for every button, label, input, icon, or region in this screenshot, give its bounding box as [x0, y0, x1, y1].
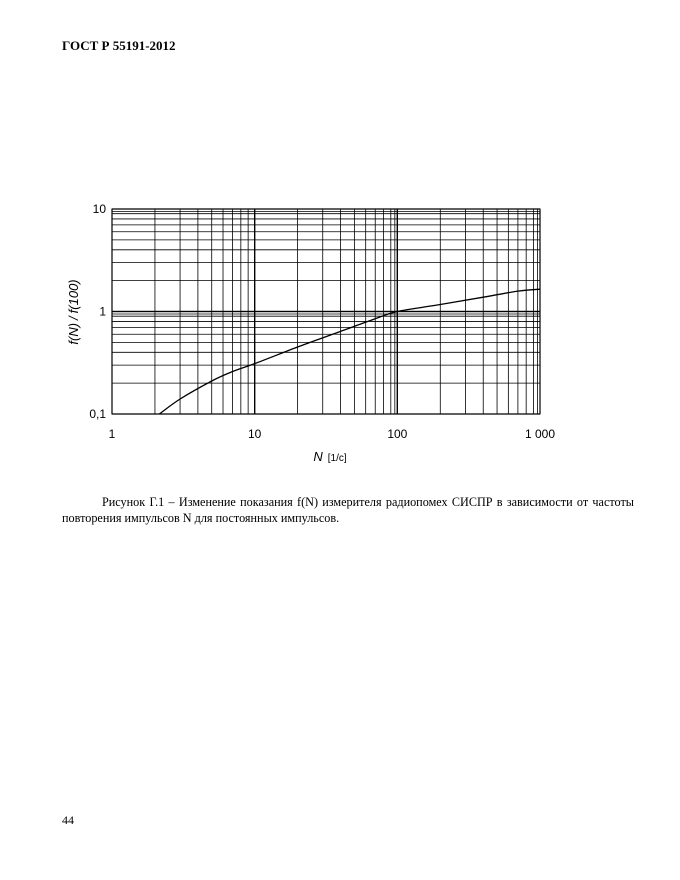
- figure-caption: Рисунок Г.1 – Изменение показания f(N) измерителя радиопомех СИСПР в зависимости от частоты повторения импульсов N для постоянных импульсов.: [62, 495, 634, 525]
- x-tick-labels: [109, 427, 556, 441]
- x-tick-label: 100: [387, 427, 408, 441]
- document-header: ГОСТ Р 55191-2012: [62, 38, 176, 53]
- y-axis-label-separator: /: [66, 316, 81, 320]
- x-tick-label: 1 000: [524, 427, 556, 441]
- x-axis-label: [313, 449, 347, 464]
- y-tick-labels: [89, 202, 106, 421]
- x-axis-label-symbol: N: [313, 449, 323, 464]
- y-tick-label: 0,1: [89, 407, 106, 421]
- y-axis-label-numerator: f(N): [66, 322, 81, 345]
- y-tick-label: 1: [99, 304, 106, 319]
- y-axis-label: [66, 279, 81, 344]
- x-tick-label: 1: [108, 427, 116, 441]
- y-tick-label: 10: [92, 202, 106, 216]
- x-axis-label-unit: [1/c]: [327, 453, 347, 464]
- page-number: 44: [62, 813, 74, 827]
- chart-grid: [112, 209, 540, 414]
- x-tick-label: 10: [247, 427, 262, 441]
- y-axis-label-denominator: f(100): [66, 279, 81, 314]
